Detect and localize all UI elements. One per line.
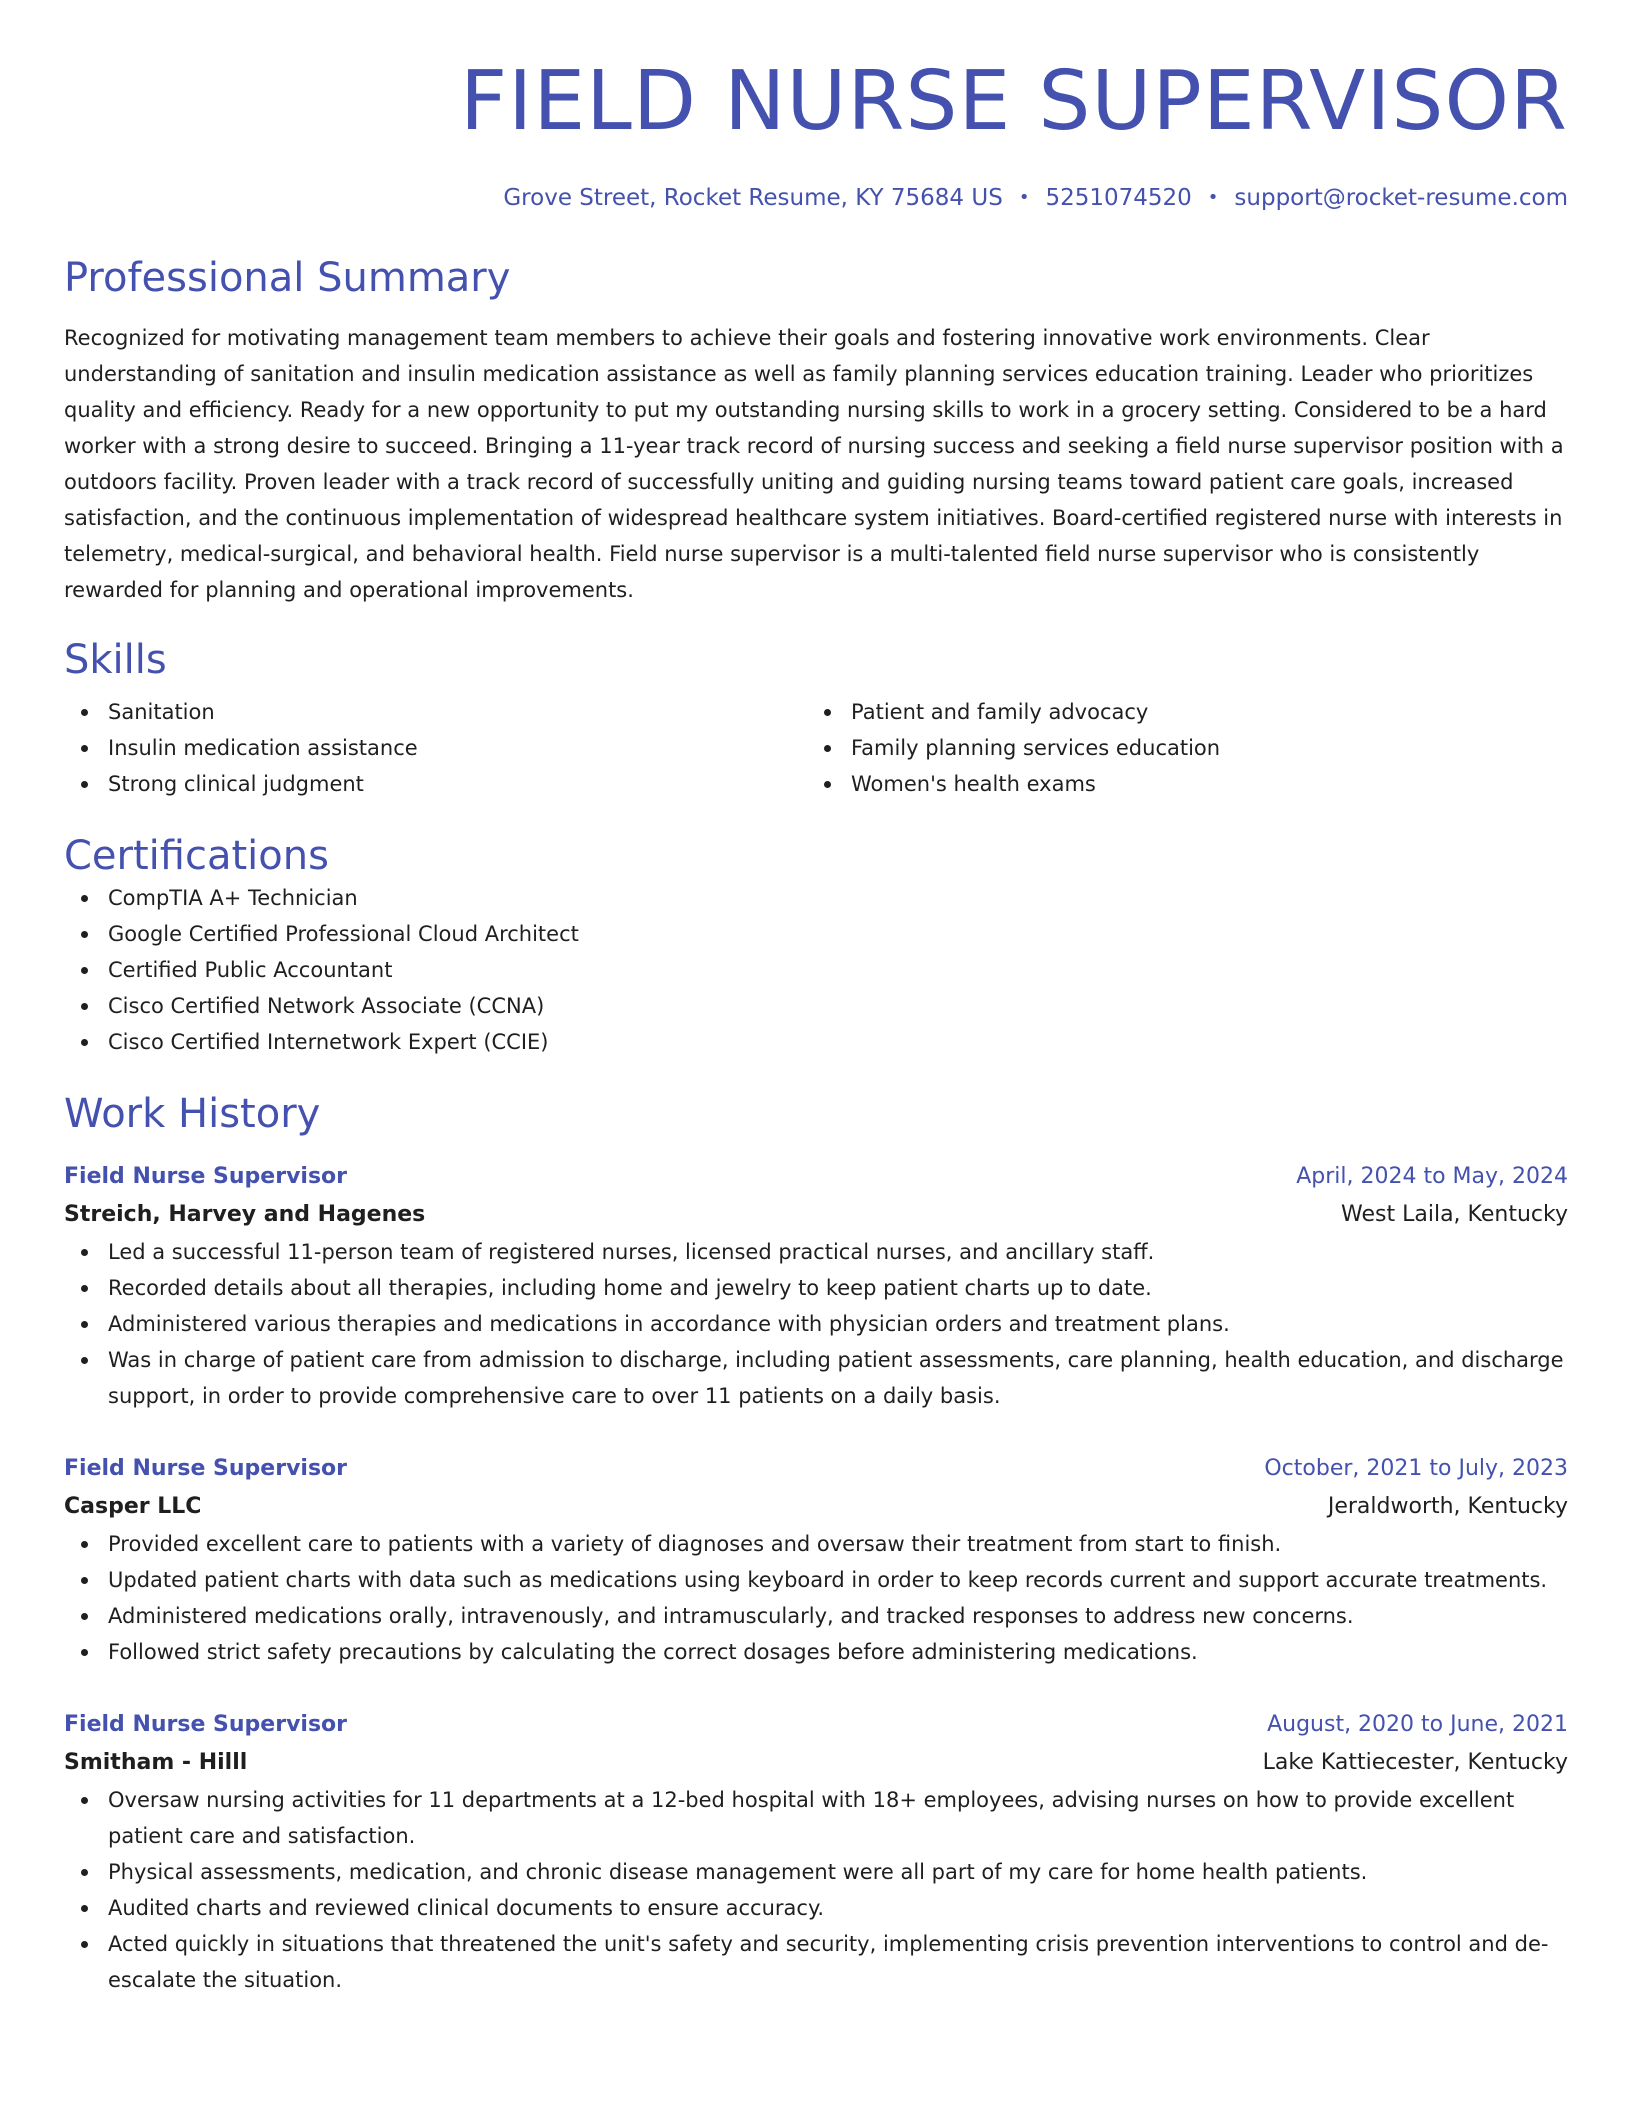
skill-item: Sanitation [64, 694, 807, 730]
responsibility-item: Updated patient charts with data such as medications using keyboard in order to keep records current and support accurate treatments. [64, 1562, 1568, 1598]
certifications-list [64, 880, 1568, 1060]
skill-item: Strong clinical judgment [64, 766, 807, 802]
summary-text: Recognized for motivating management team members to achieve their goals and fostering innovative work environments. Clear understanding of sanitation and insulin medication assistance as well as family planning services education training. Leader who prioritizes quality and efficiency. Ready for a new opportunity to put my outstanding nursing skills to work in a grocery setting. Considered to be a hard worker with a strong desire to succeed. Bringing a 11-year track record of nursing success and seeking a field nurse supervisor position with a outdoors facility. Proven leader with a track record of successfully uniting and guiding nursing teams toward patient care goals, increased satisfaction, and the continuous implementation of widespread healthcare system initiatives. Board-certified registered nurse with interests in telemetry, medical-surgical, and behavioral health. Field nurse supervisor is a multi-talented field nurse supervisor who is consistently rewarded for planning and operational improvements. [64, 326, 1564, 602]
job-entry [64, 1450, 1568, 1670]
skill-item: Family planning services education [807, 730, 1550, 766]
responsibility-item: Provided excellent care to patients with a variety of diagnoses and oversaw their treatment from start to finish. [64, 1526, 1568, 1562]
skills-heading: Skills [64, 637, 167, 683]
responsibility-item: Recorded details about all therapies, including home and jewelry to keep patient charts up to date. [64, 1270, 1568, 1306]
responsibility-item: Followed strict safety precautions by calculating the correct dosages before administering medications. [64, 1634, 1568, 1670]
responsibility-item: Oversaw nursing activities for 11 departments at a 12-bed hospital with 18+ employees, advising nurses on how to provide excellent patient care and satisfaction. [64, 1782, 1568, 1854]
job-title-row [64, 1706, 1568, 1744]
skills-grid [64, 694, 1568, 802]
job-company-row [64, 1196, 1568, 1234]
skills-column-left [64, 694, 807, 802]
job-company-row [64, 1488, 1568, 1526]
contact-separator: • [1018, 187, 1030, 208]
contact-email: support@rocket-resume.com [1234, 185, 1568, 211]
responsibility-item: Administered medications orally, intravenously, and intramuscularly, and tracked responses to address new concerns. [64, 1598, 1568, 1634]
contact-phone: 5251074520 [1045, 185, 1192, 211]
responsibility-item: Was in charge of patient care from admission to discharge, including patient assessments, care planning, health education, and discharge support, in order to provide comprehensive care to over 11 patients on a daily basis. [64, 1342, 1568, 1414]
job-location: Lake Kattiecester, Kentucky [1262, 1750, 1568, 1775]
skill-item: Women's health exams [807, 766, 1550, 802]
job-responsibilities [64, 1782, 1568, 1998]
certification-item: Cisco Certified Internetwork Expert (CCIE) [64, 1024, 1568, 1060]
job-dates: August, 2020 to June, 2021 [1267, 1712, 1568, 1737]
contact-address: Grove Street, Rocket Resume, KY 75684 US [503, 185, 1003, 211]
job-title: Field Nurse Supervisor [64, 1164, 348, 1189]
job-company-row [64, 1744, 1568, 1782]
resume-name: FIELD NURSE SUPERVISOR [460, 54, 1568, 149]
job-title: Field Nurse Supervisor [64, 1456, 348, 1481]
job-dates: October, 2021 to July, 2023 [1264, 1456, 1568, 1481]
job-responsibilities [64, 1526, 1568, 1670]
skills-column-right [807, 694, 1550, 802]
certification-item: CompTIA A+ Technician [64, 880, 1568, 916]
job-title: Field Nurse Supervisor [64, 1712, 348, 1737]
job-company: Streich, Harvey and Hagenes [64, 1202, 426, 1227]
job-title-row [64, 1450, 1568, 1488]
resume-header [64, 0, 1568, 214]
job-entry [64, 1706, 1568, 1998]
responsibility-item: Audited charts and reviewed clinical documents to ensure accuracy. [64, 1890, 1568, 1926]
skill-item: Insulin medication assistance [64, 730, 807, 766]
job-company: Casper LLC [64, 1494, 202, 1519]
skills-list-right [807, 694, 1550, 802]
job-responsibilities [64, 1234, 1568, 1414]
job-dates: April, 2024 to May, 2024 [1296, 1164, 1568, 1189]
job-company: Smitham - Hilll [64, 1750, 248, 1775]
responsibility-item: Administered various therapies and medications in accordance with physician orders and treatment plans. [64, 1306, 1568, 1342]
certification-item: Certified Public Accountant [64, 952, 1568, 988]
contact-line [64, 182, 1568, 214]
responsibility-item: Physical assessments, medication, and chronic disease management were all part of my care for home health patients. [64, 1854, 1568, 1890]
job-entry [64, 1158, 1568, 1414]
job-location: West Laila, Kentucky [1341, 1202, 1568, 1227]
job-location: Jeraldworth, Kentucky [1327, 1494, 1568, 1519]
certification-item: Google Certified Professional Cloud Architect [64, 916, 1568, 952]
work-history-heading: Work History [64, 1091, 321, 1137]
certifications-heading: Certifications [64, 833, 329, 879]
certification-item: Cisco Certified Network Associate (CCNA) [64, 988, 1568, 1024]
resume-page [64, 0, 1568, 1998]
responsibility-item: Acted quickly in situations that threatened the unit's safety and security, implementing crisis prevention interventions to control and de-escalate the situation. [64, 1926, 1568, 1998]
summary-heading: Professional Summary [64, 255, 511, 301]
job-title-row [64, 1158, 1568, 1196]
skill-item: Patient and family advocacy [807, 694, 1550, 730]
contact-separator: • [1207, 187, 1219, 208]
skills-list-left [64, 694, 807, 802]
responsibility-item: Led a successful 11-person team of registered nurses, licensed practical nurses, and ancillary staff. [64, 1234, 1568, 1270]
